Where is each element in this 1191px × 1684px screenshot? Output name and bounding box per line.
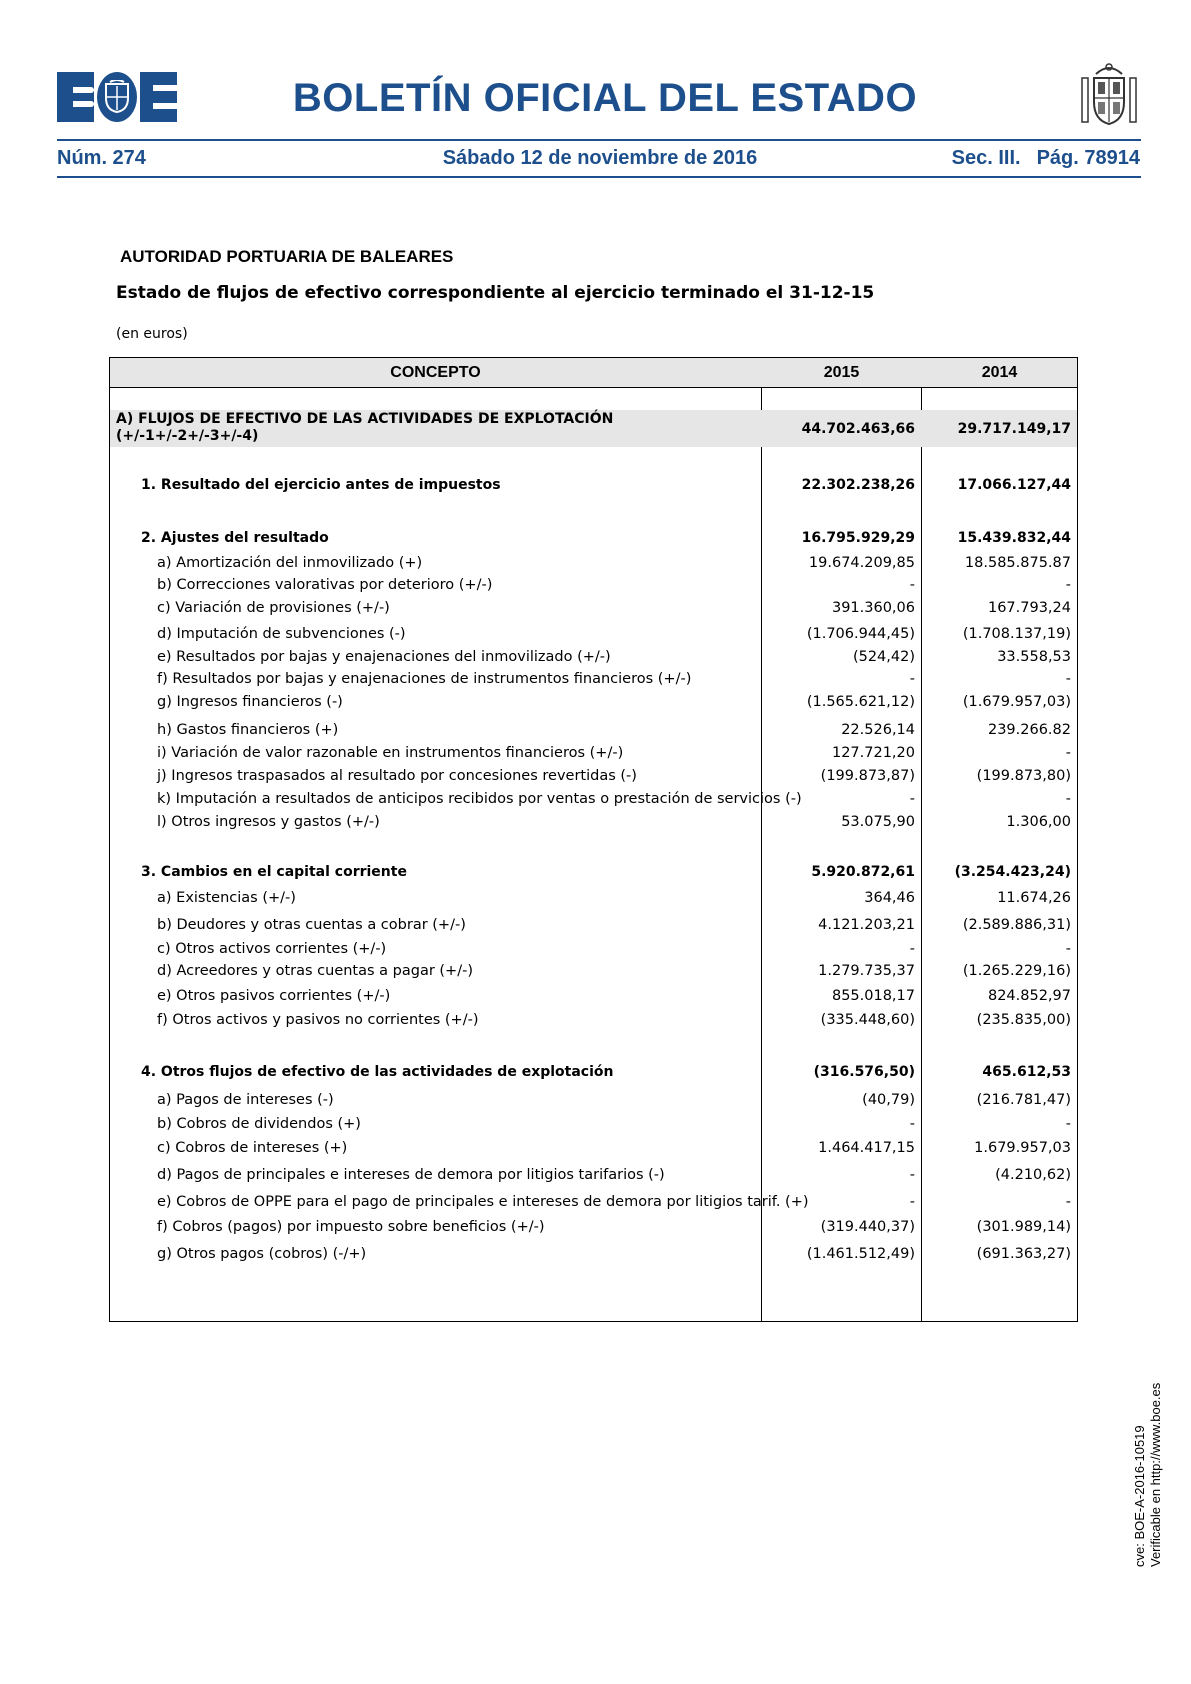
bulletin-title: BOLETÍN OFICIAL DEL ESTADO <box>292 76 918 120</box>
row-label: 3. Cambios en el capital corriente <box>141 864 407 880</box>
row-label: a) Existencias (+/-) <box>157 890 296 906</box>
row-value-2014: (1.265.229,16) <box>962 963 1071 979</box>
row-value-2015: 364,46 <box>864 890 915 906</box>
row-value-2014: (1.679.957,03) <box>962 694 1071 710</box>
row-value-2015: 53.075,90 <box>841 814 915 830</box>
units-note: (en euros) <box>116 326 188 342</box>
row-value-2014: - <box>1065 671 1071 687</box>
row-value-2015: 22.526,14 <box>841 722 915 738</box>
row-value-2015: - <box>909 1194 915 1210</box>
row-value-2014: (3.254.423,24) <box>954 864 1071 880</box>
row-value-2014: 18.585.875.87 <box>964 555 1071 571</box>
row-label: e) Otros pasivos corrientes (+/-) <box>157 988 391 1004</box>
row-value-2014: 11.674,26 <box>997 890 1071 906</box>
row-value-2014: 17.066.127,44 <box>957 477 1071 493</box>
row-value-2014: - <box>1065 745 1071 761</box>
row-value-2015: 1.464.417,15 <box>818 1140 915 1156</box>
row-label: g) Ingresos financieros (-) <box>157 694 343 710</box>
row-value-2015: - <box>909 791 915 807</box>
section-page <box>952 147 1140 170</box>
row-value-2014: 167.793,24 <box>987 600 1071 616</box>
row-label: b) Deudores y otras cuentas a cobrar (+/-) <box>157 917 466 933</box>
row-value-2014: - <box>1065 1194 1071 1210</box>
row-value-2014: - <box>1065 577 1071 593</box>
row-value-2015: (1.461.512,49) <box>806 1246 915 1262</box>
row-value-2014: 15.439.832,44 <box>957 530 1071 546</box>
boe-logo-icon <box>57 72 178 122</box>
row-label: k) Imputación a resultados de anticipos recibidos por ventas o prestación de servicios (-) <box>157 791 802 807</box>
row-value-2015: - <box>909 941 915 957</box>
row-value-2015: (1.565.621,12) <box>806 694 915 710</box>
cve-code: cve: BOE-A-2016-10519 <box>1132 1425 1147 1567</box>
table-header <box>110 358 1077 388</box>
header-concept: CONCEPTO <box>390 364 481 381</box>
header-2014: 2014 <box>981 364 1018 381</box>
row-label: d) Pagos de principales e intereses de demora por litigios tarifarios (-) <box>157 1167 665 1183</box>
row-value-2015: 1.279.735,37 <box>818 963 915 979</box>
row-value-2014: 33.558,53 <box>997 649 1071 665</box>
row-value-2014: 1.306,00 <box>1006 814 1071 830</box>
column-divider-1 <box>761 357 762 1322</box>
row-value-2014: (216.781,47) <box>976 1092 1071 1108</box>
row-label: g) Otros pagos (cobros) (-/+) <box>157 1246 367 1262</box>
row-value-2014: - <box>1065 941 1071 957</box>
row-value-2014: 239.266.82 <box>987 722 1071 738</box>
page-label: Pág. 78914 <box>1036 147 1140 169</box>
row-value-2014: (691.363,27) <box>976 1246 1071 1262</box>
row-value-2014: 465.612,53 <box>982 1064 1071 1080</box>
row-value-2014: (2.589.886,31) <box>962 917 1071 933</box>
row-value-2014: - <box>1065 791 1071 807</box>
verify-url: Verificable en http://www.boe.es <box>1148 1382 1163 1567</box>
row-value-2015: 5.920.872,61 <box>811 864 915 880</box>
row-label: b) Correcciones valorativas por deterioro (+/-) <box>157 577 493 593</box>
row-value-2015: (40,79) <box>862 1092 915 1108</box>
row-label: h) Gastos financieros (+) <box>157 722 339 738</box>
row-value-2015: 16.795.929,29 <box>801 530 915 546</box>
row-value-2014: (199.873,80) <box>976 768 1071 784</box>
row-value-2014: 1.679.957,03 <box>974 1140 1071 1156</box>
row-value-2015: 22.302.238,26 <box>801 477 915 493</box>
row-label: a) Pagos de intereses (-) <box>157 1092 334 1108</box>
row-label: 1. Resultado del ejercicio antes de impuestos <box>141 477 501 493</box>
row-label: e) Cobros de OPPE para el pago de principales e intereses de demora por litigios tarif. (+) <box>157 1194 809 1210</box>
row-value-2015: 4.121.203,21 <box>818 917 915 933</box>
issue-date: Sábado 12 de noviembre de 2016 <box>442 147 758 169</box>
row-label: 4. Otros flujos de efectivo de las actividades de explotación <box>141 1064 614 1080</box>
row-value-2015: - <box>909 577 915 593</box>
row-value-2015: (1.706.944,45) <box>806 626 915 642</box>
row-label: d) Imputación de subvenciones (-) <box>157 626 406 642</box>
row-value-2015: (524,42) <box>852 649 915 665</box>
row-value-2015: - <box>909 1167 915 1183</box>
row-label: l) Otros ingresos y gastos (+/-) <box>157 814 380 830</box>
row-label: f) Otros activos y pasivos no corrientes (+/-) <box>157 1012 479 1028</box>
verification-note <box>1132 1383 1164 1567</box>
row-label: 2. Ajustes del resultado <box>141 530 329 546</box>
row-label: a) Amortización del inmovilizado (+) <box>157 555 423 571</box>
row-value-2015: - <box>909 1116 915 1132</box>
row-label: j) Ingresos traspasados al resultado por concesiones revertidas (-) <box>157 768 637 784</box>
row-label: d) Acreedores y otras cuentas a pagar (+/-) <box>157 963 473 979</box>
row-value-2015: (335.448,60) <box>820 1012 915 1028</box>
row-value-2015: 391.360,06 <box>831 600 915 616</box>
row-label: A) FLUJOS DE EFECTIVO DE LAS ACTIVIDADES DE EXPLOTACIÓN (+/-1+/-2+/-3+/-4) <box>116 411 614 444</box>
section-label: Sec. III. <box>951 147 1021 169</box>
row-value-2014: (235.835,00) <box>976 1012 1071 1028</box>
row-value-2015: 855.018,17 <box>831 988 915 1004</box>
row-value-2015: (319.440,37) <box>820 1219 915 1235</box>
coat-of-arms-icon <box>1078 60 1140 128</box>
row-value-2014: 824.852,97 <box>987 988 1071 1004</box>
row-value-2015: 127.721,20 <box>831 745 915 761</box>
row-label: c) Cobros de intereses (+) <box>157 1140 348 1156</box>
row-value-2015: (316.576,50) <box>813 1064 915 1080</box>
row-label: f) Resultados por bajas y enajenaciones de instrumentos financieros (+/-) <box>157 671 692 687</box>
row-value-2014: (4.210,62) <box>995 1167 1071 1183</box>
row-value-2014: 29.717.149,17 <box>957 421 1071 437</box>
row-value-2014: - <box>1065 1116 1071 1132</box>
issue-number: Núm. 274 <box>57 147 146 169</box>
header-rule-top <box>57 139 1141 141</box>
row-label: i) Variación de valor razonable en instrumentos financieros (+/-) <box>157 745 624 761</box>
row-value-2015: 44.702.463,66 <box>801 421 915 437</box>
row-value-2015: 19.674.209,85 <box>808 555 915 571</box>
header-2015: 2015 <box>823 364 860 381</box>
row-label: c) Otros activos corrientes (+/-) <box>157 941 387 957</box>
logo-letter-o <box>97 72 137 122</box>
row-label: f) Cobros (pagos) por impuesto sobre beneficios (+/-) <box>157 1219 545 1235</box>
row-value-2014: (1.708.137,19) <box>962 626 1071 642</box>
row-value-2014: (301.989,14) <box>976 1219 1071 1235</box>
row-label: b) Cobros de dividendos (+) <box>157 1116 361 1132</box>
row-label: e) Resultados por bajas y enajenaciones del inmovilizado (+/-) <box>157 649 611 665</box>
logo-shield-icon <box>102 80 132 114</box>
column-divider-2 <box>921 357 922 1322</box>
statement-title: Estado de flujos de efectivo correspondiente al ejercicio terminado el 31-12-15 <box>116 283 875 303</box>
row-value-2015: (199.873,87) <box>820 768 915 784</box>
row-label: c) Variación de provisiones (+/-) <box>157 600 390 616</box>
header-rule-bottom <box>57 176 1141 178</box>
row-value-2015: - <box>909 671 915 687</box>
logo-letter-b <box>57 72 94 122</box>
logo-letter-e <box>140 72 177 122</box>
entity-name: AUTORIDAD PORTUARIA DE BALEARES <box>120 247 454 266</box>
